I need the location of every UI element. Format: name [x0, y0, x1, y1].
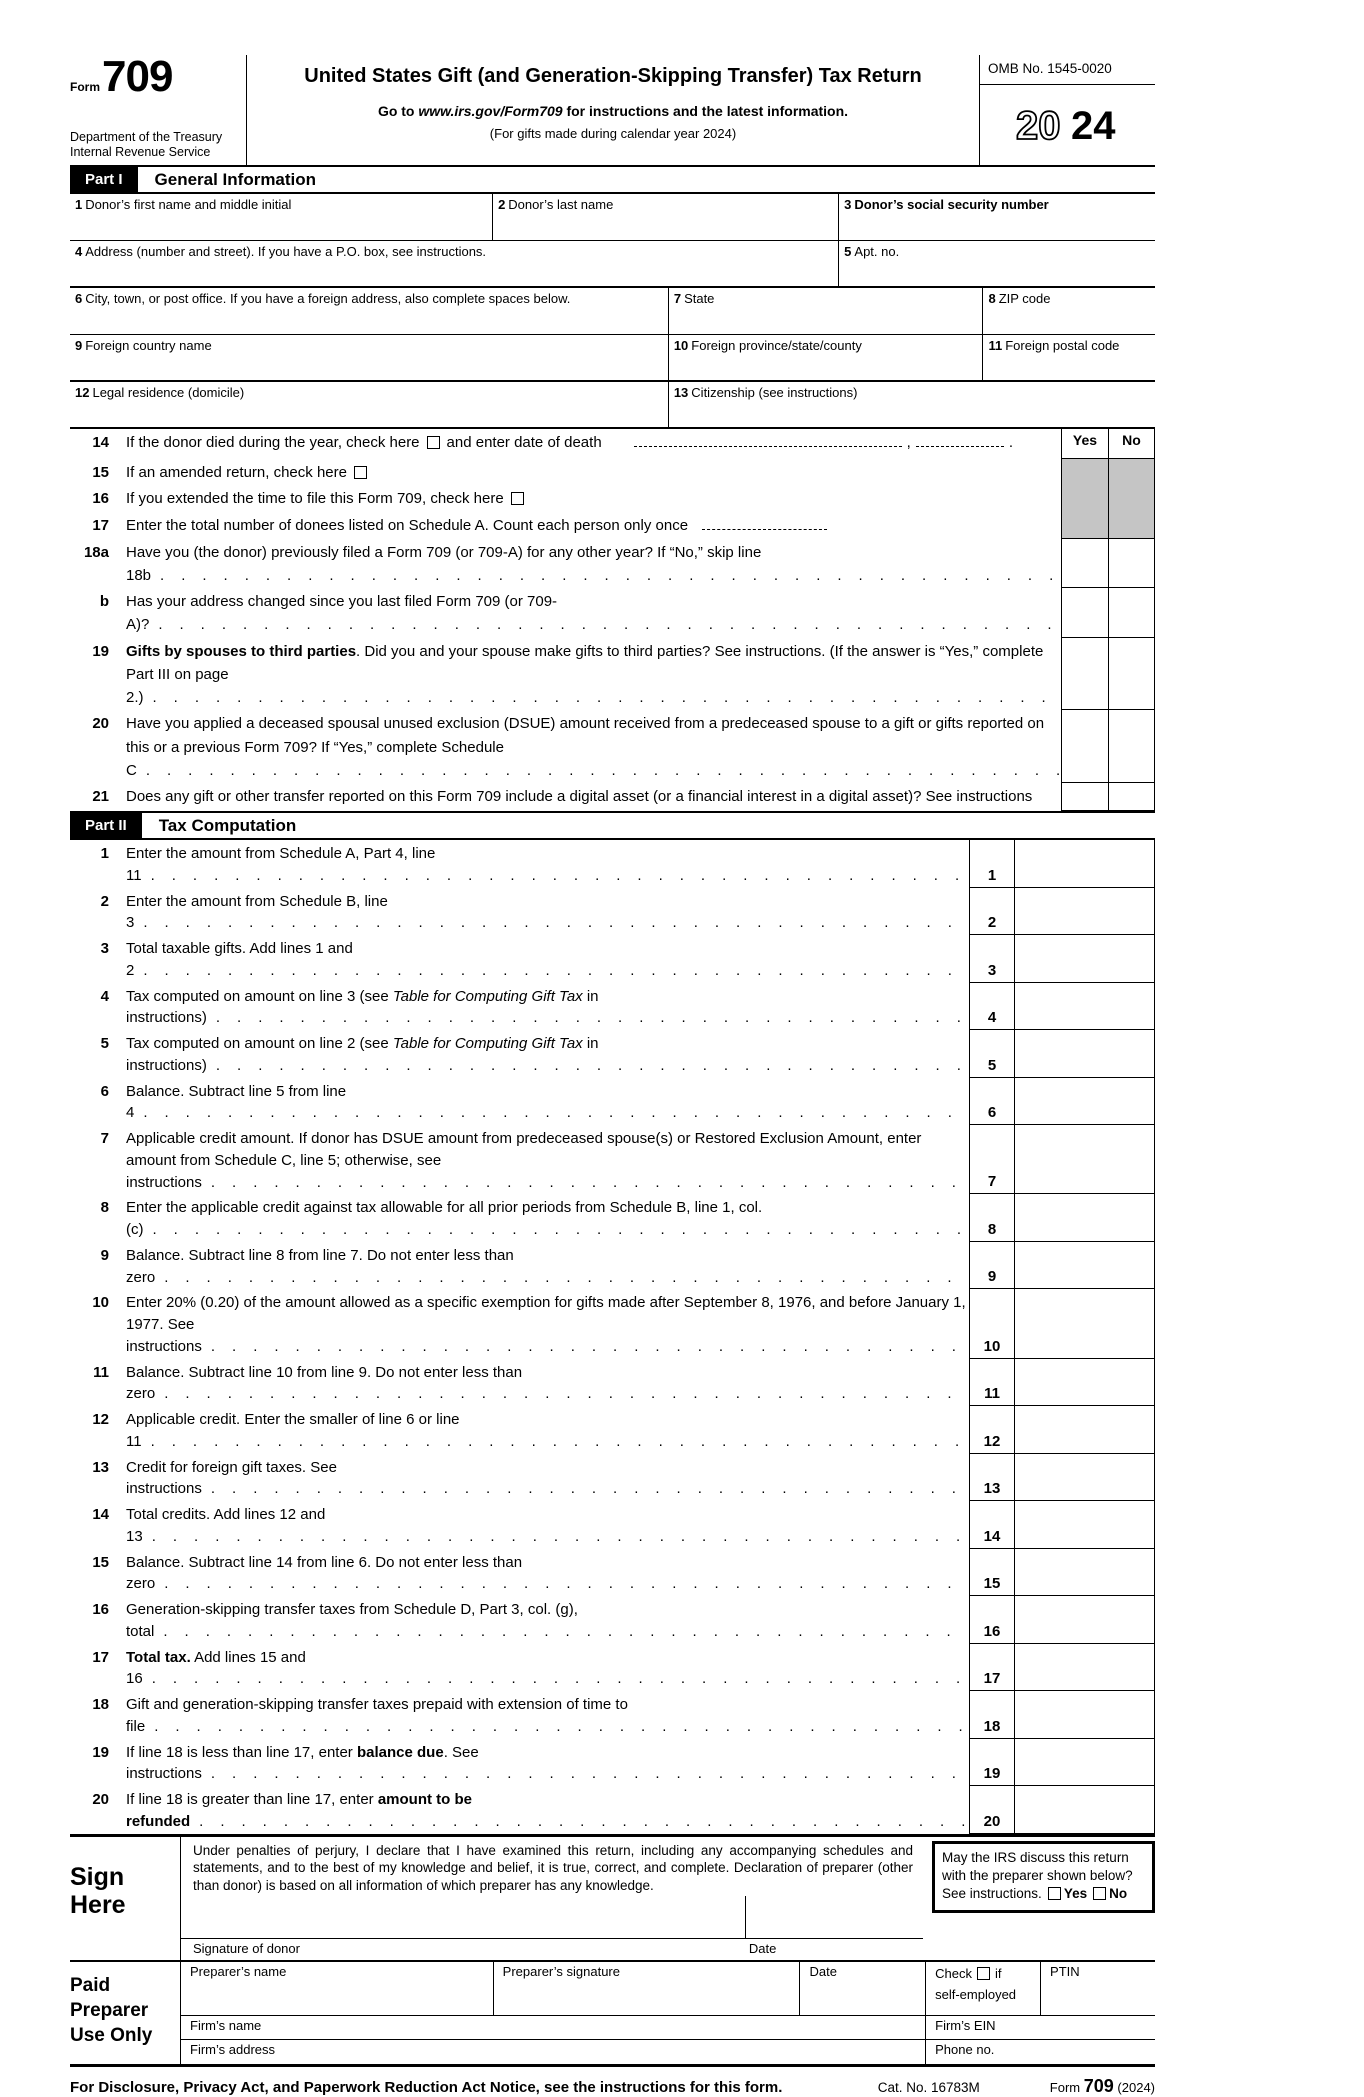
tax-line-8: 8 Enter the applicable credit against tax allowable for all prior periods from Schedule B, line 1, col. (c) ..... 8: [70, 1194, 1155, 1242]
part1-bar: [70, 167, 1155, 194]
tax-line-1: 1 Enter the amount from Schedule A, Part 4, line 11 ..... 1: [70, 840, 1155, 888]
line-box: 10: [969, 1289, 1015, 1358]
shaded-cell: [1108, 459, 1155, 485]
extended-time-checkbox[interactable]: [511, 492, 524, 505]
field-city[interactable]: 6 City, town, or post office. If you have a foreign address, also complete spaces below.: [75, 291, 571, 306]
shaded-cell: [1108, 512, 1155, 539]
irs-url[interactable]: www.irs.gov/Form709: [418, 103, 563, 119]
line-box: 15: [969, 1549, 1015, 1597]
perjury-statement: Under penalties of perjury, I declare that I have examined this return, including any accompanying schedules and statements, and to the best of my knowledge and belief, it is true, correct, and complete. Declaration of preparer (other than donor) is based on all information of which preparer has any knowledge.: [193, 1842, 913, 1893]
line-5-amount[interactable]: [1015, 1030, 1155, 1078]
line-1-amount[interactable]: [1015, 840, 1155, 888]
tax-line-13: 13 Credit for foreign gift taxes. See instructions ..... 13: [70, 1454, 1155, 1502]
title-block: [246, 55, 979, 165]
field-legal-residence[interactable]: 12 Legal residence (domicile): [75, 385, 245, 400]
tax-line-19: 19 If line 18 is less than line 17, enter balance due. See instructions ..... 19: [70, 1739, 1155, 1787]
line-box: 17: [969, 1644, 1015, 1692]
svg-text:24: 24: [1070, 104, 1115, 146]
line-3-amount[interactable]: [1015, 935, 1155, 983]
part2-title: Tax Computation: [158, 815, 297, 835]
field-state[interactable]: 7 State: [668, 288, 983, 334]
line-18-amount[interactable]: [1015, 1691, 1155, 1739]
page-footer: [70, 2076, 1155, 2097]
line-box: 5: [969, 1030, 1015, 1078]
question-16: 16 If you extended the time to file this Form 709, check here: [70, 485, 1155, 511]
svg-text:20: 20: [1015, 104, 1060, 146]
line-box: 12: [969, 1406, 1015, 1454]
donor-signature-date-field[interactable]: [745, 1896, 923, 1938]
line-20-amount[interactable]: [1015, 1786, 1155, 1834]
line-6-amount[interactable]: [1015, 1078, 1155, 1126]
question-18a: 18a Have you (the donor) previously filed a Form 709 (or 709-A) for any other year? If “No,” skip line 18b .....: [70, 539, 1155, 589]
donor-died-checkbox[interactable]: [427, 436, 440, 449]
line-7-amount[interactable]: [1015, 1125, 1155, 1194]
line-8-amount[interactable]: [1015, 1194, 1155, 1242]
agency-lines: Department of the Treasury Internal Revenue Service: [70, 129, 223, 160]
line-19-amount[interactable]: [1015, 1739, 1155, 1787]
field-foreign-country[interactable]: 9 Foreign country name: [75, 338, 212, 353]
line-9-amount[interactable]: [1015, 1242, 1155, 1290]
part2-bar: [70, 813, 1155, 840]
tax-line-16: 16 Generation-skipping transfer taxes from Schedule D, Part 3, col. (g), total ..... 16: [70, 1596, 1155, 1644]
question-18b: b Has your address changed since you last filed Form 709 (or 709-A)? .....: [70, 588, 1155, 638]
line-13-amount[interactable]: [1015, 1454, 1155, 1502]
part1-field-grid: [70, 194, 1155, 429]
field-donor-first-name[interactable]: 1 Donor’s first name and middle initial: [75, 197, 292, 212]
question-20: 20 Have you applied a deceased spousal unused exclusion (DSUE) amount received from a predeceased spouse to a gift or gifts reported on this or a previous Form 709? If “Yes,” complete Schedule C .....: [70, 710, 1155, 783]
q20-no-cell[interactable]: [1108, 710, 1155, 783]
phone-field[interactable]: Phone no.: [925, 2040, 1155, 2064]
field-foreign-postal[interactable]: 11 Foreign postal code: [982, 335, 1155, 380]
q18a-yes-cell[interactable]: [1061, 539, 1108, 589]
q21-yes-cell[interactable]: [1061, 783, 1108, 811]
tax-line-3: 3 Total taxable gifts. Add lines 1 and 2 ..... 3: [70, 935, 1155, 983]
omb-year-block: [979, 55, 1155, 165]
form-title: United States Gift (and Generation-Skipping Transfer) Tax Return: [304, 65, 922, 87]
tax-line-4: 4 Tax computed on amount on line 3 (see Table for Computing Gift Tax in instructions) ..... 4: [70, 983, 1155, 1031]
tax-line-14: 14 Total credits. Add lines 12 and 13 ..... 14: [70, 1501, 1155, 1549]
tax-line-6: 6 Balance. Subtract line 5 from line 4 ..... 6: [70, 1078, 1155, 1126]
field-address[interactable]: 4 Address (number and street). If you have a P.O. box, see instructions.: [75, 244, 487, 259]
q18b-yes-cell[interactable]: [1061, 588, 1108, 638]
part1-tag: Part I: [70, 167, 138, 192]
line-box: 9: [969, 1242, 1015, 1290]
line-box: 6: [969, 1078, 1015, 1126]
firm-ein-field[interactable]: Firm’s EIN: [925, 2016, 1155, 2039]
line-box: 11: [969, 1359, 1015, 1407]
question-17: 17 Enter the total number of donees listed on Schedule A. Count each person only once: [70, 512, 1155, 539]
line-box: 16: [969, 1596, 1015, 1644]
donee-count-field[interactable]: [702, 518, 827, 530]
field-donor-ssn[interactable]: 3 Donor’s social security number: [838, 194, 1155, 240]
shaded-cell: [1061, 459, 1108, 485]
irs-discuss-yes-checkbox[interactable]: [1048, 1887, 1061, 1900]
preparer-name-field[interactable]: Preparer’s name: [190, 1964, 287, 1980]
line-box: 8: [969, 1194, 1015, 1242]
line-box: 7: [969, 1125, 1015, 1194]
line-box: 2: [969, 888, 1015, 936]
line-box: 19: [969, 1739, 1015, 1787]
tax-line-11: 11 Balance. Subtract line 10 from line 9. Do not enter less than zero ..... 11: [70, 1359, 1155, 1407]
line-10-amount[interactable]: [1015, 1289, 1155, 1358]
line-12-amount[interactable]: [1015, 1406, 1155, 1454]
self-employed-checkbox[interactable]: [977, 1967, 990, 1980]
form-footer-id: Form 709 (2024): [1049, 2076, 1155, 2097]
line-box: 18: [969, 1691, 1015, 1739]
question-14: 14 If the donor died during the year, check here and enter date of death , . Yes No: [70, 429, 1155, 459]
sign-here-label: Sign Here: [70, 1862, 126, 1920]
donor-signature-field[interactable]: [181, 1896, 745, 1938]
field-zip[interactable]: 8 ZIP code: [982, 288, 1155, 334]
calendar-year-note: (For gifts made during calendar year 2024): [489, 126, 737, 141]
tax-line-20: 20 If line 18 is greater than line 17, enter amount to be refunded ..... 20: [70, 1786, 1155, 1834]
yes-header: Yes: [1061, 429, 1108, 459]
line-11-amount[interactable]: [1015, 1359, 1155, 1407]
tax-line-18: 18 Gift and generation-skipping transfer taxes prepaid with extension of time to file ..... 18: [70, 1691, 1155, 1739]
goto-line: Go to www.irs.gov/Form709 for instructions and the latest information.: [377, 103, 849, 119]
signature-of-donor-label: Signature of donor: [193, 1941, 300, 1957]
line-2-amount[interactable]: [1015, 888, 1155, 936]
q19-no-cell[interactable]: [1108, 638, 1155, 711]
field-foreign-province[interactable]: 10 Foreign province/state/county: [668, 335, 983, 380]
part2-tag: Part II: [70, 813, 142, 838]
date-of-death-year-field[interactable]: [916, 435, 1004, 447]
form-number: 709: [102, 52, 173, 101]
line-box: 14: [969, 1501, 1015, 1549]
field-citizenship[interactable]: 13 Citizenship (see instructions): [668, 382, 1155, 427]
date-of-death-field[interactable]: [634, 435, 902, 447]
sign-here-section: [70, 1834, 1155, 1963]
line-box: 1: [969, 840, 1015, 888]
line-box: 20: [969, 1786, 1015, 1834]
line-box: 13: [969, 1454, 1015, 1502]
question-15: 15 If an amended return, check here: [70, 459, 1155, 485]
line-box: 4: [969, 983, 1015, 1031]
line-17-amount[interactable]: [1015, 1644, 1155, 1692]
q20-yes-cell[interactable]: [1061, 710, 1108, 783]
form-header: [70, 52, 1155, 167]
line-16-amount[interactable]: [1015, 1596, 1155, 1644]
tax-line-5: 5 Tax computed on amount on line 2 (see Table for Computing Gift Tax in instructions) ..... 5: [70, 1030, 1155, 1078]
field-apt-no[interactable]: 5 Apt. no.: [838, 241, 1155, 286]
preparer-date-field[interactable]: Date: [799, 1962, 925, 2015]
tax-line-17: 17 Total tax. Add lines 15 and 16 ..... 17: [70, 1644, 1155, 1692]
shaded-cell: [1108, 485, 1155, 511]
line-14-amount[interactable]: [1015, 1501, 1155, 1549]
q21-no-cell[interactable]: [1108, 783, 1155, 811]
tax-line-10: 10 Enter 20% (0.20) of the amount allowed as a specific exemption for gifts made after September 8, 1976, and before January 1, 1977. See instructions ..... 10: [70, 1289, 1155, 1358]
line-box: 3: [969, 935, 1015, 983]
paid-preparer-section: [70, 1962, 1155, 2067]
form-word: Form: [70, 80, 100, 94]
tax-year-2024: [1014, 104, 1122, 146]
disclosure-notice: For Disclosure, Privacy Act, and Paperwork Reduction Act Notice, see the instructions for this form.: [70, 2079, 783, 2097]
irs-discuss-box: May the IRS discuss this return with the preparer shown below? See instructions. Yes No: [932, 1841, 1155, 1914]
q18a-no-cell[interactable]: [1108, 539, 1155, 589]
no-header: No: [1108, 429, 1155, 459]
tax-line-12: 12 Applicable credit. Enter the smaller of line 6 or line 11 ..... 12: [70, 1406, 1155, 1454]
part1-questions: [70, 429, 1155, 813]
date-label: Date: [748, 1941, 777, 1957]
field-donor-last-name[interactable]: 2 Donor’s last name: [492, 194, 838, 240]
shaded-cell: [1061, 512, 1108, 539]
paid-preparer-label: Paid Preparer Use Only: [70, 1975, 153, 2046]
question-21: 21 Does any gift or other transfer reported on this Form 709 include a digital asset (or a financial interest in a digital asset)? See instructions: [70, 783, 1155, 811]
irs-discuss-no-checkbox[interactable]: [1093, 1887, 1106, 1900]
part2-table: [70, 840, 1155, 1834]
line-15-amount[interactable]: [1015, 1549, 1155, 1597]
tax-line-7: 7 Applicable credit amount. If donor has DSUE amount from predeceased spouse(s) or Restored Exclusion Amount, enter amount from Schedule C, line 5; otherwise, see instructions ..... 7: [70, 1125, 1155, 1194]
tax-line-9: 9 Balance. Subtract line 8 from line 7. Do not enter less than zero ..... 9: [70, 1242, 1155, 1290]
firm-name-field[interactable]: Firm’s name: [190, 2018, 262, 2034]
ptin-field[interactable]: PTIN: [1040, 1962, 1155, 2015]
question-19: 19 Gifts by spouses to third parties. Did you and your spouse make gifts to third parties? See instructions. (If the answer is “Yes,” complete Part III on page 2.) .....: [70, 638, 1155, 711]
preparer-signature-field[interactable]: Preparer’s signature: [493, 1962, 800, 2015]
self-employed-cell: Check if self-employed: [925, 1962, 1040, 2015]
amended-return-checkbox[interactable]: [354, 466, 367, 479]
catalog-number: Cat. No. 16783M: [877, 2080, 980, 2096]
form-number-block: [70, 52, 246, 165]
tax-line-15: 15 Balance. Subtract line 14 from line 6. Do not enter less than zero ..... 15: [70, 1549, 1155, 1597]
line-4-amount[interactable]: [1015, 983, 1155, 1031]
shaded-cell: [1061, 485, 1108, 511]
q18b-no-cell[interactable]: [1108, 588, 1155, 638]
omb-number: OMB No. 1545-0020: [980, 55, 1155, 85]
q19-yes-cell[interactable]: [1061, 638, 1108, 711]
part1-title: General Information: [154, 169, 317, 189]
firm-address-field[interactable]: Firm’s address: [190, 2042, 276, 2058]
tax-line-2: 2 Enter the amount from Schedule B, line 3 ..... 2: [70, 888, 1155, 936]
